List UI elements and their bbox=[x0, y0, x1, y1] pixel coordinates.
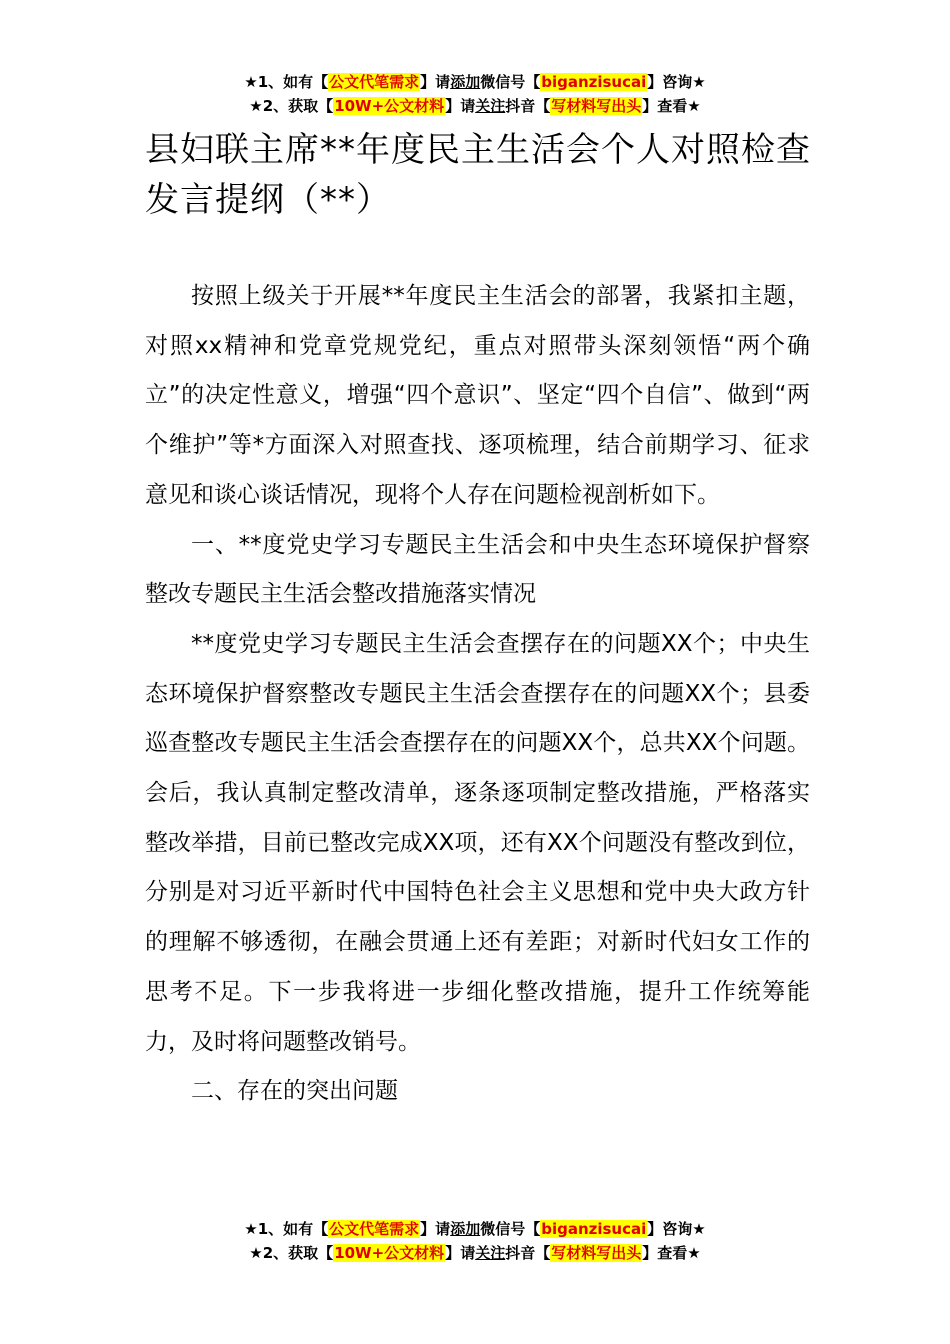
heading-section-2: 二、存在的突出问题 bbox=[191, 1078, 398, 1105]
banner-text: 】查看★ bbox=[642, 1244, 701, 1262]
banner-text: ★2、获取【 bbox=[249, 1244, 334, 1262]
banner-text: 】查看★ bbox=[642, 97, 701, 115]
banner-highlight: biganzisucai bbox=[541, 73, 647, 91]
paragraph-intro: 按照上级关于开展**年度民主生活会的部署，我紧扣主题，对照xx精神和党章党规党纪，重点对照带头深刻领悟“两个确立”的决定性意义，增强“四个意识”、坚定“四个自信”、做到“两个维护”等*方面深入对照查找、逐项梳理，结合前期学习、征求意见和谈心谈话情况，现将个人存在问题检视剖析如下。 bbox=[145, 283, 810, 508]
banner-text: 抖音【 bbox=[505, 1244, 551, 1262]
banner-text: 】请 bbox=[445, 97, 476, 115]
banner-text: 】咨询★ bbox=[647, 1220, 706, 1238]
banner-text: 微信号【 bbox=[480, 1220, 541, 1238]
banner-text: 抖音【 bbox=[505, 97, 551, 115]
banner-underline: 添加 bbox=[450, 73, 481, 91]
banner-line-2 bbox=[0, 1241, 950, 1265]
banner-text: 微信号【 bbox=[480, 73, 541, 91]
banner-highlight: 公文代笔需求 bbox=[329, 1220, 420, 1238]
banner-text: 】请 bbox=[420, 73, 451, 91]
banner-highlight: 公文代笔需求 bbox=[329, 73, 420, 91]
banner-highlight: 10W+公文材料 bbox=[334, 1244, 445, 1262]
paragraph-section-1: **度党史学习专题民主生活会查摆存在的问题XX个；中央生态环境保护督察整改专题民主生活会查摆存在的问题XX个；县委巡查整改专题民主生活会查摆存在的问题XX个，总共XX个问题。会后，我认真制定整改清单，逐条逐项制定整改措施，严格落实整改举措，目前已整改完成XX项，还有XX个问题没有整改到位，分别是对习近平新时代中国特色社会主义思想和党中央大政方针的理解不够透彻，在融会贯通上还有差距；对新时代妇女工作的思考不足。下一步我将进一步细化整改措施，提升工作统筹能力，及时将问题整改销号。 bbox=[145, 630, 810, 1055]
banner-underline: 关注 bbox=[475, 1244, 506, 1262]
banner-text: 】请 bbox=[445, 1244, 476, 1262]
banner-line-1 bbox=[0, 70, 950, 94]
banner-text: ★1、如有【 bbox=[244, 73, 329, 91]
banner-underline: 关注 bbox=[475, 97, 506, 115]
bottom-banner bbox=[0, 1217, 950, 1265]
document-title: 县妇联主席**年度民主生活会个人对照检查发言提纲（**） bbox=[145, 130, 811, 220]
banner-highlight: biganzisucai bbox=[541, 1220, 647, 1238]
top-banner bbox=[0, 70, 950, 118]
banner-text: ★2、获取【 bbox=[249, 97, 334, 115]
banner-text: 】咨询★ bbox=[647, 73, 706, 91]
banner-text: 】请 bbox=[420, 1220, 451, 1238]
banner-underline: 添加 bbox=[450, 1220, 481, 1238]
heading-section-1: 一、**度党史学习专题民主生活会和中央生态环境保护督察整改专题民主生活会整改措施落实情况 bbox=[145, 531, 810, 608]
banner-text: ★1、如有【 bbox=[244, 1220, 329, 1238]
banner-highlight: 写材料写出头 bbox=[551, 97, 642, 115]
banner-highlight: 写材料写出头 bbox=[551, 1244, 642, 1262]
banner-line-1 bbox=[0, 1217, 950, 1241]
document-body bbox=[145, 272, 810, 1117]
banner-line-2 bbox=[0, 94, 950, 118]
banner-highlight: 10W+公文材料 bbox=[334, 97, 445, 115]
